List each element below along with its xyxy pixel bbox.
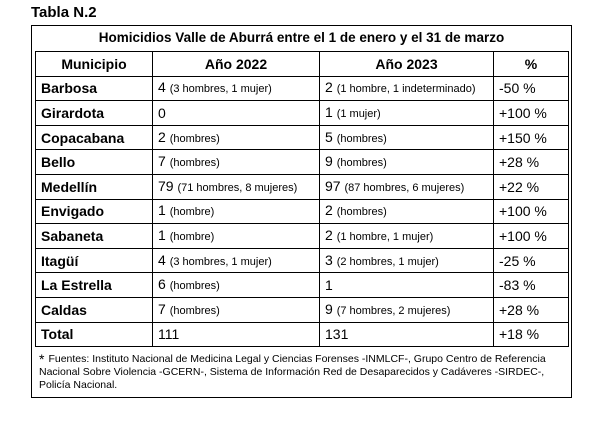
y2023-detail: (1 mujer) [336, 107, 381, 120]
y2023-count: 1 [325, 103, 333, 120]
cell-y2022 [153, 150, 320, 175]
cell-percent: +28 % [494, 297, 569, 322]
cell-y2023 [320, 248, 494, 273]
cell-y2023 [320, 150, 494, 175]
y2023-count: 2 [325, 226, 333, 243]
cell-percent: +100 % [494, 199, 569, 224]
y2023-detail: (hombres) [336, 132, 387, 145]
cell-municipio: Medellín [36, 174, 153, 199]
y2022-detail: (3 hombres, 1 mujer) [169, 83, 272, 96]
y2023-count: 9 [325, 153, 333, 170]
cell-percent: +22 % [494, 174, 569, 199]
cell-municipio: Bello [36, 150, 153, 175]
total-percent: +18 % [494, 322, 569, 347]
cell-municipio: La Estrella [36, 273, 153, 298]
cell-municipio: Barbosa [36, 76, 153, 101]
cell-y2023 [320, 224, 494, 249]
header-year-2023: Año 2023 [320, 52, 494, 77]
y2022-detail: (hombres) [169, 132, 220, 145]
header-percent: % [494, 52, 569, 77]
cell-y2023 [320, 199, 494, 224]
cell-y2022 [153, 224, 320, 249]
y2023-count: 97 [325, 177, 341, 194]
total-2023: 131 [320, 322, 494, 347]
cell-municipio: Sabaneta [36, 224, 153, 249]
cell-percent: +150 % [494, 125, 569, 150]
cell-percent: +28 % [494, 150, 569, 175]
cell-y2022 [153, 76, 320, 101]
y2022-count: 2 [158, 128, 166, 145]
y2022-detail: (71 hombres, 8 mujeres) [177, 181, 298, 194]
cell-y2022 [153, 248, 320, 273]
cell-municipio: Girardota [36, 101, 153, 126]
table-row [36, 76, 569, 101]
cell-y2023 [320, 101, 494, 126]
table-row [36, 199, 569, 224]
homicide-table [35, 51, 569, 347]
y2023-detail: (2 hombres, 1 mujer) [336, 255, 439, 268]
y2022-count: 7 [158, 153, 166, 170]
cell-municipio: Copacabana [36, 125, 153, 150]
table-frame [31, 25, 572, 398]
cell-percent: -50 % [494, 76, 569, 101]
table-row [36, 273, 569, 298]
y2022-detail: (hombres) [169, 157, 220, 170]
y2023-count: 9 [325, 300, 333, 317]
y2022-detail: (hombre) [169, 230, 215, 243]
table-row [36, 101, 569, 126]
footnote-marker: * [39, 351, 45, 367]
y2023-detail: (87 hombres, 6 mujeres) [344, 181, 465, 194]
cell-y2022 [153, 273, 320, 298]
y2023-detail: (1 hombre, 1 indeterminado) [336, 83, 476, 96]
table-row [36, 150, 569, 175]
cell-municipio: Caldas [36, 297, 153, 322]
y2022-count: 1 [158, 226, 166, 243]
y2022-count: 79 [158, 177, 174, 194]
total-row [36, 322, 569, 347]
y2022-count: 7 [158, 300, 166, 317]
document-title: Tabla N.2 [31, 4, 97, 21]
cell-y2023 [320, 273, 494, 298]
header-municipio: Municipio [36, 52, 153, 77]
y2022-count: 4 [158, 79, 166, 96]
cell-y2022 [153, 174, 320, 199]
y2022-count: 1 [158, 202, 166, 219]
y2022-count: 6 [158, 276, 166, 293]
table-row [36, 174, 569, 199]
table-caption: Homicidios Valle de Aburrá entre el 1 de enero y el 31 de marzo [98, 30, 505, 45]
y2023-count: 1 [325, 277, 333, 294]
cell-percent: +100 % [494, 101, 569, 126]
cell-y2022 [153, 297, 320, 322]
cell-y2022 [153, 125, 320, 150]
cell-y2023 [320, 297, 494, 322]
total-2022: 111 [153, 322, 320, 347]
header-row [36, 52, 569, 77]
y2022-detail: (hombres) [169, 304, 220, 317]
total-label: Total [36, 322, 153, 347]
cell-percent: +100 % [494, 224, 569, 249]
y2022-detail: (hombre) [169, 206, 215, 219]
y2023-count: 2 [325, 79, 333, 96]
y2023-count: 2 [325, 202, 333, 219]
y2023-detail: (hombres) [336, 206, 387, 219]
table-row [36, 224, 569, 249]
y2023-count: 5 [325, 128, 333, 145]
cell-percent: -25 % [494, 248, 569, 273]
cell-y2023 [320, 174, 494, 199]
y2023-detail: (7 hombres, 2 mujeres) [336, 304, 451, 317]
y2022-detail: (hombres) [169, 280, 220, 293]
cell-y2022 [153, 199, 320, 224]
cell-y2023 [320, 76, 494, 101]
table-row [36, 248, 569, 273]
cell-municipio: Itagüí [36, 248, 153, 273]
y2022-count: 4 [158, 251, 166, 268]
cell-y2023 [320, 125, 494, 150]
header-year-2022: Año 2022 [153, 52, 320, 77]
y2023-detail: (hombres) [336, 157, 387, 170]
cell-percent: -83 % [494, 273, 569, 298]
table-row [36, 297, 569, 322]
y2022-count: 0 [158, 104, 166, 121]
cell-municipio: Envigado [36, 199, 153, 224]
table-row [36, 125, 569, 150]
y2023-count: 3 [325, 251, 333, 268]
cell-y2022 [153, 101, 320, 126]
table-body [36, 76, 569, 347]
y2023-detail: (1 hombre, 1 mujer) [336, 230, 434, 243]
y2022-detail: (3 hombres, 1 mujer) [169, 255, 272, 268]
footnote-text: Fuentes: Instituto Nacional de Medicina Legal y Ciencias Forenses -INMLCF-, Grupo Centro de Referencia Nacional Sobre Violencia -GCERN-, Sistema de Información Red de Desaparecidos y Cadáveres -SIRDEC-, Policía Nacional. [39, 353, 546, 391]
footnote [39, 353, 564, 392]
